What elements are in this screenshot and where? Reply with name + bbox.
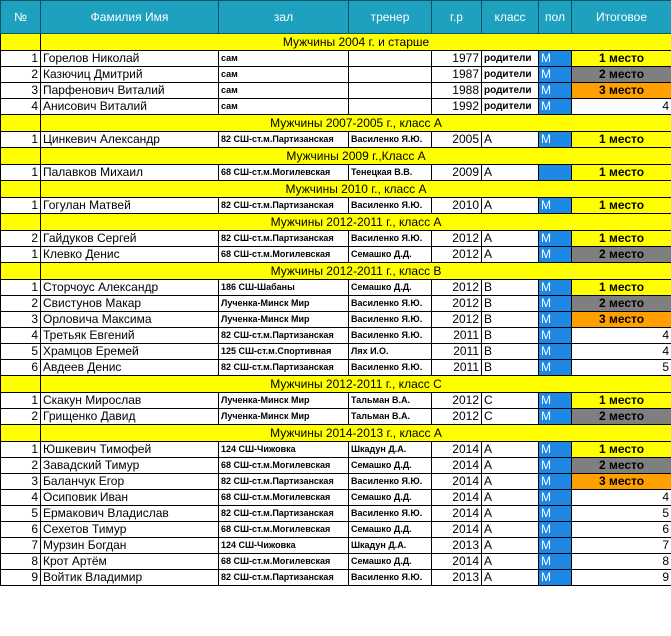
table-row bbox=[1, 554, 671, 570]
coach-name: Василенко Я.Ю. bbox=[349, 231, 432, 247]
athlete-sex: М bbox=[539, 231, 572, 247]
row-number: 5 bbox=[1, 344, 41, 360]
result: 2 место bbox=[572, 409, 671, 425]
athlete-name: Свистунов Макар bbox=[41, 296, 219, 312]
athlete-name: Гайдуков Сергей bbox=[41, 231, 219, 247]
table-row bbox=[1, 409, 671, 425]
athlete-name: Казючиц Дмитрий bbox=[41, 67, 219, 83]
athlete-class: родители bbox=[482, 67, 539, 83]
birth-year: 2013 bbox=[432, 570, 482, 586]
athlete-sex: М bbox=[539, 360, 572, 376]
birth-year: 2014 bbox=[432, 506, 482, 522]
athlete-name: Юшкевич Тимофей bbox=[41, 442, 219, 458]
athlete-class: В bbox=[482, 328, 539, 344]
table-row bbox=[1, 522, 671, 538]
result: 3 место bbox=[572, 312, 671, 328]
result: 4 bbox=[572, 99, 671, 115]
section-header-row bbox=[1, 425, 671, 442]
row-number: 1 bbox=[1, 51, 41, 67]
table-row bbox=[1, 328, 671, 344]
table-row bbox=[1, 538, 671, 554]
athlete-sex: М bbox=[539, 280, 572, 296]
table-row bbox=[1, 490, 671, 506]
athlete-sex: М bbox=[539, 83, 572, 99]
athlete-name: Скакун Мирослав bbox=[41, 393, 219, 409]
coach-name: Василенко Я.Ю. bbox=[349, 132, 432, 148]
row-number: 3 bbox=[1, 312, 41, 328]
section-header-row bbox=[1, 34, 671, 51]
coach-name: Шкадун Д.А. bbox=[349, 538, 432, 554]
hall-name: 68 СШ-ст.м.Могилевская bbox=[219, 458, 349, 474]
result: 7 bbox=[572, 538, 671, 554]
row-number: 8 bbox=[1, 554, 41, 570]
row-number: 9 bbox=[1, 570, 41, 586]
hall-name: 124 СШ-Чижовка bbox=[219, 538, 349, 554]
result: 1 место bbox=[572, 132, 671, 148]
athlete-sex: М bbox=[539, 554, 572, 570]
table-row bbox=[1, 474, 671, 490]
section-lead-cell bbox=[1, 425, 41, 442]
section-lead-cell bbox=[1, 181, 41, 198]
section-title: Мужчины 2007-2005 г., класс А bbox=[41, 115, 671, 132]
row-number: 2 bbox=[1, 409, 41, 425]
row-number: 1 bbox=[1, 393, 41, 409]
athlete-sex: М bbox=[539, 328, 572, 344]
row-number: 2 bbox=[1, 458, 41, 474]
athlete-name: Орловича Максима bbox=[41, 312, 219, 328]
coach-name: Шкадун Д.А. bbox=[349, 442, 432, 458]
header-coach: тренер bbox=[349, 1, 432, 34]
row-number: 1 bbox=[1, 165, 41, 181]
athlete-name: Третьяк Евгений bbox=[41, 328, 219, 344]
birth-year: 2014 bbox=[432, 554, 482, 570]
athlete-class: С bbox=[482, 409, 539, 425]
coach-name bbox=[349, 83, 432, 99]
row-number: 1 bbox=[1, 280, 41, 296]
hall-name: Лученка-Минск Мир bbox=[219, 409, 349, 425]
coach-name bbox=[349, 51, 432, 67]
result: 4 bbox=[572, 490, 671, 506]
table-row bbox=[1, 132, 671, 148]
section-lead-cell bbox=[1, 148, 41, 165]
row-number: 3 bbox=[1, 474, 41, 490]
header-number: № bbox=[1, 1, 41, 34]
section-lead-cell bbox=[1, 376, 41, 393]
hall-name: Лученка-Минск Мир bbox=[219, 312, 349, 328]
birth-year: 1988 bbox=[432, 83, 482, 99]
row-number: 1 bbox=[1, 198, 41, 214]
athlete-sex: М bbox=[539, 51, 572, 67]
coach-name: Василенко Я.Ю. bbox=[349, 328, 432, 344]
result: 4 bbox=[572, 328, 671, 344]
birth-year: 2014 bbox=[432, 490, 482, 506]
result: 5 bbox=[572, 360, 671, 376]
birth-year: 2012 bbox=[432, 247, 482, 263]
coach-name: Тальман В.А. bbox=[349, 409, 432, 425]
athlete-name: Анисович Виталий bbox=[41, 99, 219, 115]
row-number: 1 bbox=[1, 247, 41, 263]
row-number: 2 bbox=[1, 67, 41, 83]
result: 2 место bbox=[572, 296, 671, 312]
hall-name: сам bbox=[219, 51, 349, 67]
athlete-name: Крот Артём bbox=[41, 554, 219, 570]
row-number: 3 bbox=[1, 83, 41, 99]
table-row bbox=[1, 67, 671, 83]
athlete-sex: М bbox=[539, 296, 572, 312]
athlete-name: Сехетов Тимур bbox=[41, 522, 219, 538]
header-sex: пол bbox=[539, 1, 572, 34]
section-header-row bbox=[1, 115, 671, 132]
coach-name: Василенко Я.Ю. bbox=[349, 360, 432, 376]
athlete-class: В bbox=[482, 312, 539, 328]
result: 1 место bbox=[572, 442, 671, 458]
section-header-row bbox=[1, 263, 671, 280]
athlete-class: родители bbox=[482, 99, 539, 115]
athlete-sex: М bbox=[539, 490, 572, 506]
athlete-class: А bbox=[482, 538, 539, 554]
athlete-name: Войтик Владимир bbox=[41, 570, 219, 586]
section-lead-cell bbox=[1, 115, 41, 132]
athlete-name: Храмцов Еремей bbox=[41, 344, 219, 360]
section-header-row bbox=[1, 376, 671, 393]
result: 9 bbox=[572, 570, 671, 586]
birth-year: 2009 bbox=[432, 165, 482, 181]
athlete-sex: М bbox=[539, 344, 572, 360]
coach-name: Семашко Д.Д. bbox=[349, 554, 432, 570]
athlete-sex: М bbox=[539, 538, 572, 554]
hall-name: 82 СШ-ст.м.Партизанская bbox=[219, 132, 349, 148]
section-header-row bbox=[1, 181, 671, 198]
athlete-name: Завадский Тимур bbox=[41, 458, 219, 474]
athlete-class: В bbox=[482, 296, 539, 312]
row-number: 1 bbox=[1, 442, 41, 458]
table-row bbox=[1, 458, 671, 474]
header-class: класс bbox=[482, 1, 539, 34]
athlete-sex: М bbox=[539, 506, 572, 522]
hall-name: 82 СШ-ст.м.Партизанская bbox=[219, 570, 349, 586]
hall-name: 125 СШ-ст.м.Спортивная bbox=[219, 344, 349, 360]
athlete-sex: М bbox=[539, 198, 572, 214]
athlete-name: Мурзин Богдан bbox=[41, 538, 219, 554]
coach-name: Василенко Я.Ю. bbox=[349, 570, 432, 586]
table-row bbox=[1, 360, 671, 376]
birth-year: 2005 bbox=[432, 132, 482, 148]
result: 1 место bbox=[572, 198, 671, 214]
result: 1 место bbox=[572, 51, 671, 67]
coach-name: Семашко Д.Д. bbox=[349, 490, 432, 506]
athlete-name: Ермакович Владислав bbox=[41, 506, 219, 522]
hall-name: 124 СШ-Чижовка bbox=[219, 442, 349, 458]
table-row bbox=[1, 280, 671, 296]
section-title: Мужчины 2012-2011 г., класс А bbox=[41, 214, 671, 231]
table-row bbox=[1, 51, 671, 67]
athlete-name: Палавков Михаил bbox=[41, 165, 219, 181]
birth-year: 2012 bbox=[432, 231, 482, 247]
athlete-sex: М bbox=[539, 312, 572, 328]
athlete-class: А bbox=[482, 522, 539, 538]
athlete-name: Гогулан Матвей bbox=[41, 198, 219, 214]
athlete-sex: М bbox=[539, 522, 572, 538]
birth-year: 2011 bbox=[432, 344, 482, 360]
birth-year: 2012 bbox=[432, 296, 482, 312]
result: 2 место bbox=[572, 67, 671, 83]
coach-name: Лях И.О. bbox=[349, 344, 432, 360]
athlete-class: А bbox=[482, 132, 539, 148]
coach-name: Тенецкая В.В. bbox=[349, 165, 432, 181]
header-year: г.р bbox=[432, 1, 482, 34]
birth-year: 1992 bbox=[432, 99, 482, 115]
athlete-sex: М bbox=[539, 409, 572, 425]
hall-name: 68 СШ-ст.м.Могилевская bbox=[219, 522, 349, 538]
athlete-sex: М bbox=[539, 458, 572, 474]
result: 1 место bbox=[572, 231, 671, 247]
table-row bbox=[1, 393, 671, 409]
section-title: Мужчины 2012-2011 г., класс С bbox=[41, 376, 671, 393]
athlete-class: А bbox=[482, 490, 539, 506]
result: 1 место bbox=[572, 165, 671, 181]
athlete-class: В bbox=[482, 360, 539, 376]
coach-name: Василенко Я.Ю. bbox=[349, 296, 432, 312]
coach-name: Семашко Д.Д. bbox=[349, 522, 432, 538]
coach-name: Василенко Я.Ю. bbox=[349, 474, 432, 490]
table-row bbox=[1, 83, 671, 99]
hall-name: 82 СШ-ст.м.Партизанская bbox=[219, 506, 349, 522]
athlete-name: Грищенко Давид bbox=[41, 409, 219, 425]
athlete-class: В bbox=[482, 344, 539, 360]
hall-name: 68 СШ-ст.м.Могилевская bbox=[219, 247, 349, 263]
athlete-class: родители bbox=[482, 51, 539, 67]
athlete-name: Парфенович Виталий bbox=[41, 83, 219, 99]
table-row bbox=[1, 231, 671, 247]
coach-name: Тальман В.А. bbox=[349, 393, 432, 409]
header-hall: зал bbox=[219, 1, 349, 34]
athlete-sex: М bbox=[539, 67, 572, 83]
hall-name: 82 СШ-ст.м.Партизанская bbox=[219, 198, 349, 214]
birth-year: 2011 bbox=[432, 360, 482, 376]
section-header-row bbox=[1, 214, 671, 231]
table-row bbox=[1, 570, 671, 586]
result: 4 bbox=[572, 344, 671, 360]
coach-name: Василенко Я.Ю. bbox=[349, 506, 432, 522]
section-title: Мужчины 2010 г., класс А bbox=[41, 181, 671, 198]
hall-name: Лученка-Минск Мир bbox=[219, 393, 349, 409]
row-number: 2 bbox=[1, 231, 41, 247]
hall-name: 68 СШ-ст.м.Могилевская bbox=[219, 490, 349, 506]
hall-name: сам bbox=[219, 99, 349, 115]
header-name: Фамилия Имя bbox=[41, 1, 219, 34]
birth-year: 2014 bbox=[432, 522, 482, 538]
athlete-sex: М bbox=[539, 99, 572, 115]
birth-year: 2011 bbox=[432, 328, 482, 344]
row-number: 5 bbox=[1, 506, 41, 522]
result: 1 место bbox=[572, 280, 671, 296]
row-number: 6 bbox=[1, 360, 41, 376]
athlete-name: Клевко Денис bbox=[41, 247, 219, 263]
coach-name: Василенко Я.Ю. bbox=[349, 198, 432, 214]
hall-name: 82 СШ-ст.м.Партизанская bbox=[219, 231, 349, 247]
athlete-sex: М bbox=[539, 132, 572, 148]
athlete-class: В bbox=[482, 280, 539, 296]
athlete-sex: М bbox=[539, 247, 572, 263]
athlete-sex: М bbox=[539, 442, 572, 458]
hall-name: Лученка-Минск Мир bbox=[219, 296, 349, 312]
result: 3 место bbox=[572, 474, 671, 490]
result: 5 bbox=[572, 506, 671, 522]
coach-name: Семашко Д.Д. bbox=[349, 458, 432, 474]
birth-year: 1987 bbox=[432, 67, 482, 83]
section-header-row bbox=[1, 148, 671, 165]
hall-name: сам bbox=[219, 67, 349, 83]
hall-name: 68 СШ-ст.м.Могилевская bbox=[219, 165, 349, 181]
section-title: Мужчины 2012-2011 г., класс В bbox=[41, 263, 671, 280]
row-number: 7 bbox=[1, 538, 41, 554]
hall-name: сам bbox=[219, 83, 349, 99]
athlete-name: Осиповик Иван bbox=[41, 490, 219, 506]
athlete-name: Баланчук Егор bbox=[41, 474, 219, 490]
athlete-class: А bbox=[482, 458, 539, 474]
hall-name: 82 СШ-ст.м.Партизанская bbox=[219, 360, 349, 376]
result: 6 bbox=[572, 522, 671, 538]
row-number: 4 bbox=[1, 490, 41, 506]
birth-year: 2010 bbox=[432, 198, 482, 214]
birth-year: 2014 bbox=[432, 458, 482, 474]
birth-year: 2014 bbox=[432, 442, 482, 458]
coach-name: Семашко Д.Д. bbox=[349, 247, 432, 263]
birth-year: 1977 bbox=[432, 51, 482, 67]
birth-year: 2012 bbox=[432, 409, 482, 425]
athlete-class: А bbox=[482, 247, 539, 263]
table-row bbox=[1, 296, 671, 312]
row-number: 1 bbox=[1, 132, 41, 148]
athlete-sex: М bbox=[539, 393, 572, 409]
birth-year: 2012 bbox=[432, 393, 482, 409]
coach-name bbox=[349, 99, 432, 115]
table-row bbox=[1, 442, 671, 458]
birth-year: 2014 bbox=[432, 474, 482, 490]
coach-name bbox=[349, 67, 432, 83]
athlete-class: родители bbox=[482, 83, 539, 99]
section-lead-cell bbox=[1, 214, 41, 231]
athlete-class: А bbox=[482, 165, 539, 181]
result: 2 место bbox=[572, 247, 671, 263]
result: 1 место bbox=[572, 393, 671, 409]
athlete-class: С bbox=[482, 393, 539, 409]
athlete-name: Сторчоус Александр bbox=[41, 280, 219, 296]
section-lead-cell bbox=[1, 263, 41, 280]
birth-year: 2012 bbox=[432, 280, 482, 296]
athlete-sex: М bbox=[539, 474, 572, 490]
table-row bbox=[1, 312, 671, 328]
table-row bbox=[1, 506, 671, 522]
athlete-class: А bbox=[482, 198, 539, 214]
birth-year: 2013 bbox=[432, 538, 482, 554]
row-number: 4 bbox=[1, 328, 41, 344]
athlete-name: Авдеев Денис bbox=[41, 360, 219, 376]
hall-name: 68 СШ-ст.м.Могилевская bbox=[219, 554, 349, 570]
table-row bbox=[1, 344, 671, 360]
hall-name: 186 СШ-Шабаны bbox=[219, 280, 349, 296]
table-row bbox=[1, 247, 671, 263]
athlete-class: А bbox=[482, 570, 539, 586]
athlete-sex bbox=[539, 165, 572, 181]
header-row bbox=[1, 1, 671, 34]
hall-name: 82 СШ-ст.м.Партизанская bbox=[219, 474, 349, 490]
coach-name: Василенко Я.Ю. bbox=[349, 312, 432, 328]
athlete-class: А bbox=[482, 554, 539, 570]
table-row bbox=[1, 99, 671, 115]
row-number: 6 bbox=[1, 522, 41, 538]
athlete-name: Цинкевич Александр bbox=[41, 132, 219, 148]
row-number: 4 bbox=[1, 99, 41, 115]
result: 2 место bbox=[572, 458, 671, 474]
section-title: Мужчины 2004 г. и старше bbox=[41, 34, 671, 51]
section-title: Мужчины 2014-2013 г., класс А bbox=[41, 425, 671, 442]
birth-year: 2012 bbox=[432, 312, 482, 328]
table-row bbox=[1, 198, 671, 214]
athlete-class: А bbox=[482, 231, 539, 247]
hall-name: 82 СШ-ст.м.Партизанская bbox=[219, 328, 349, 344]
athlete-class: А bbox=[482, 506, 539, 522]
coach-name: Семашко Д.Д. bbox=[349, 280, 432, 296]
athlete-name: Горелов Николай bbox=[41, 51, 219, 67]
section-lead-cell bbox=[1, 34, 41, 51]
header-result: Итоговое bbox=[572, 1, 671, 34]
result: 3 место bbox=[572, 83, 671, 99]
row-number: 2 bbox=[1, 296, 41, 312]
athlete-class: А bbox=[482, 474, 539, 490]
athlete-class: А bbox=[482, 442, 539, 458]
table-row bbox=[1, 165, 671, 181]
athlete-sex: М bbox=[539, 570, 572, 586]
section-title: Мужчины 2009 г.,Класс А bbox=[41, 148, 671, 165]
result: 8 bbox=[572, 554, 671, 570]
